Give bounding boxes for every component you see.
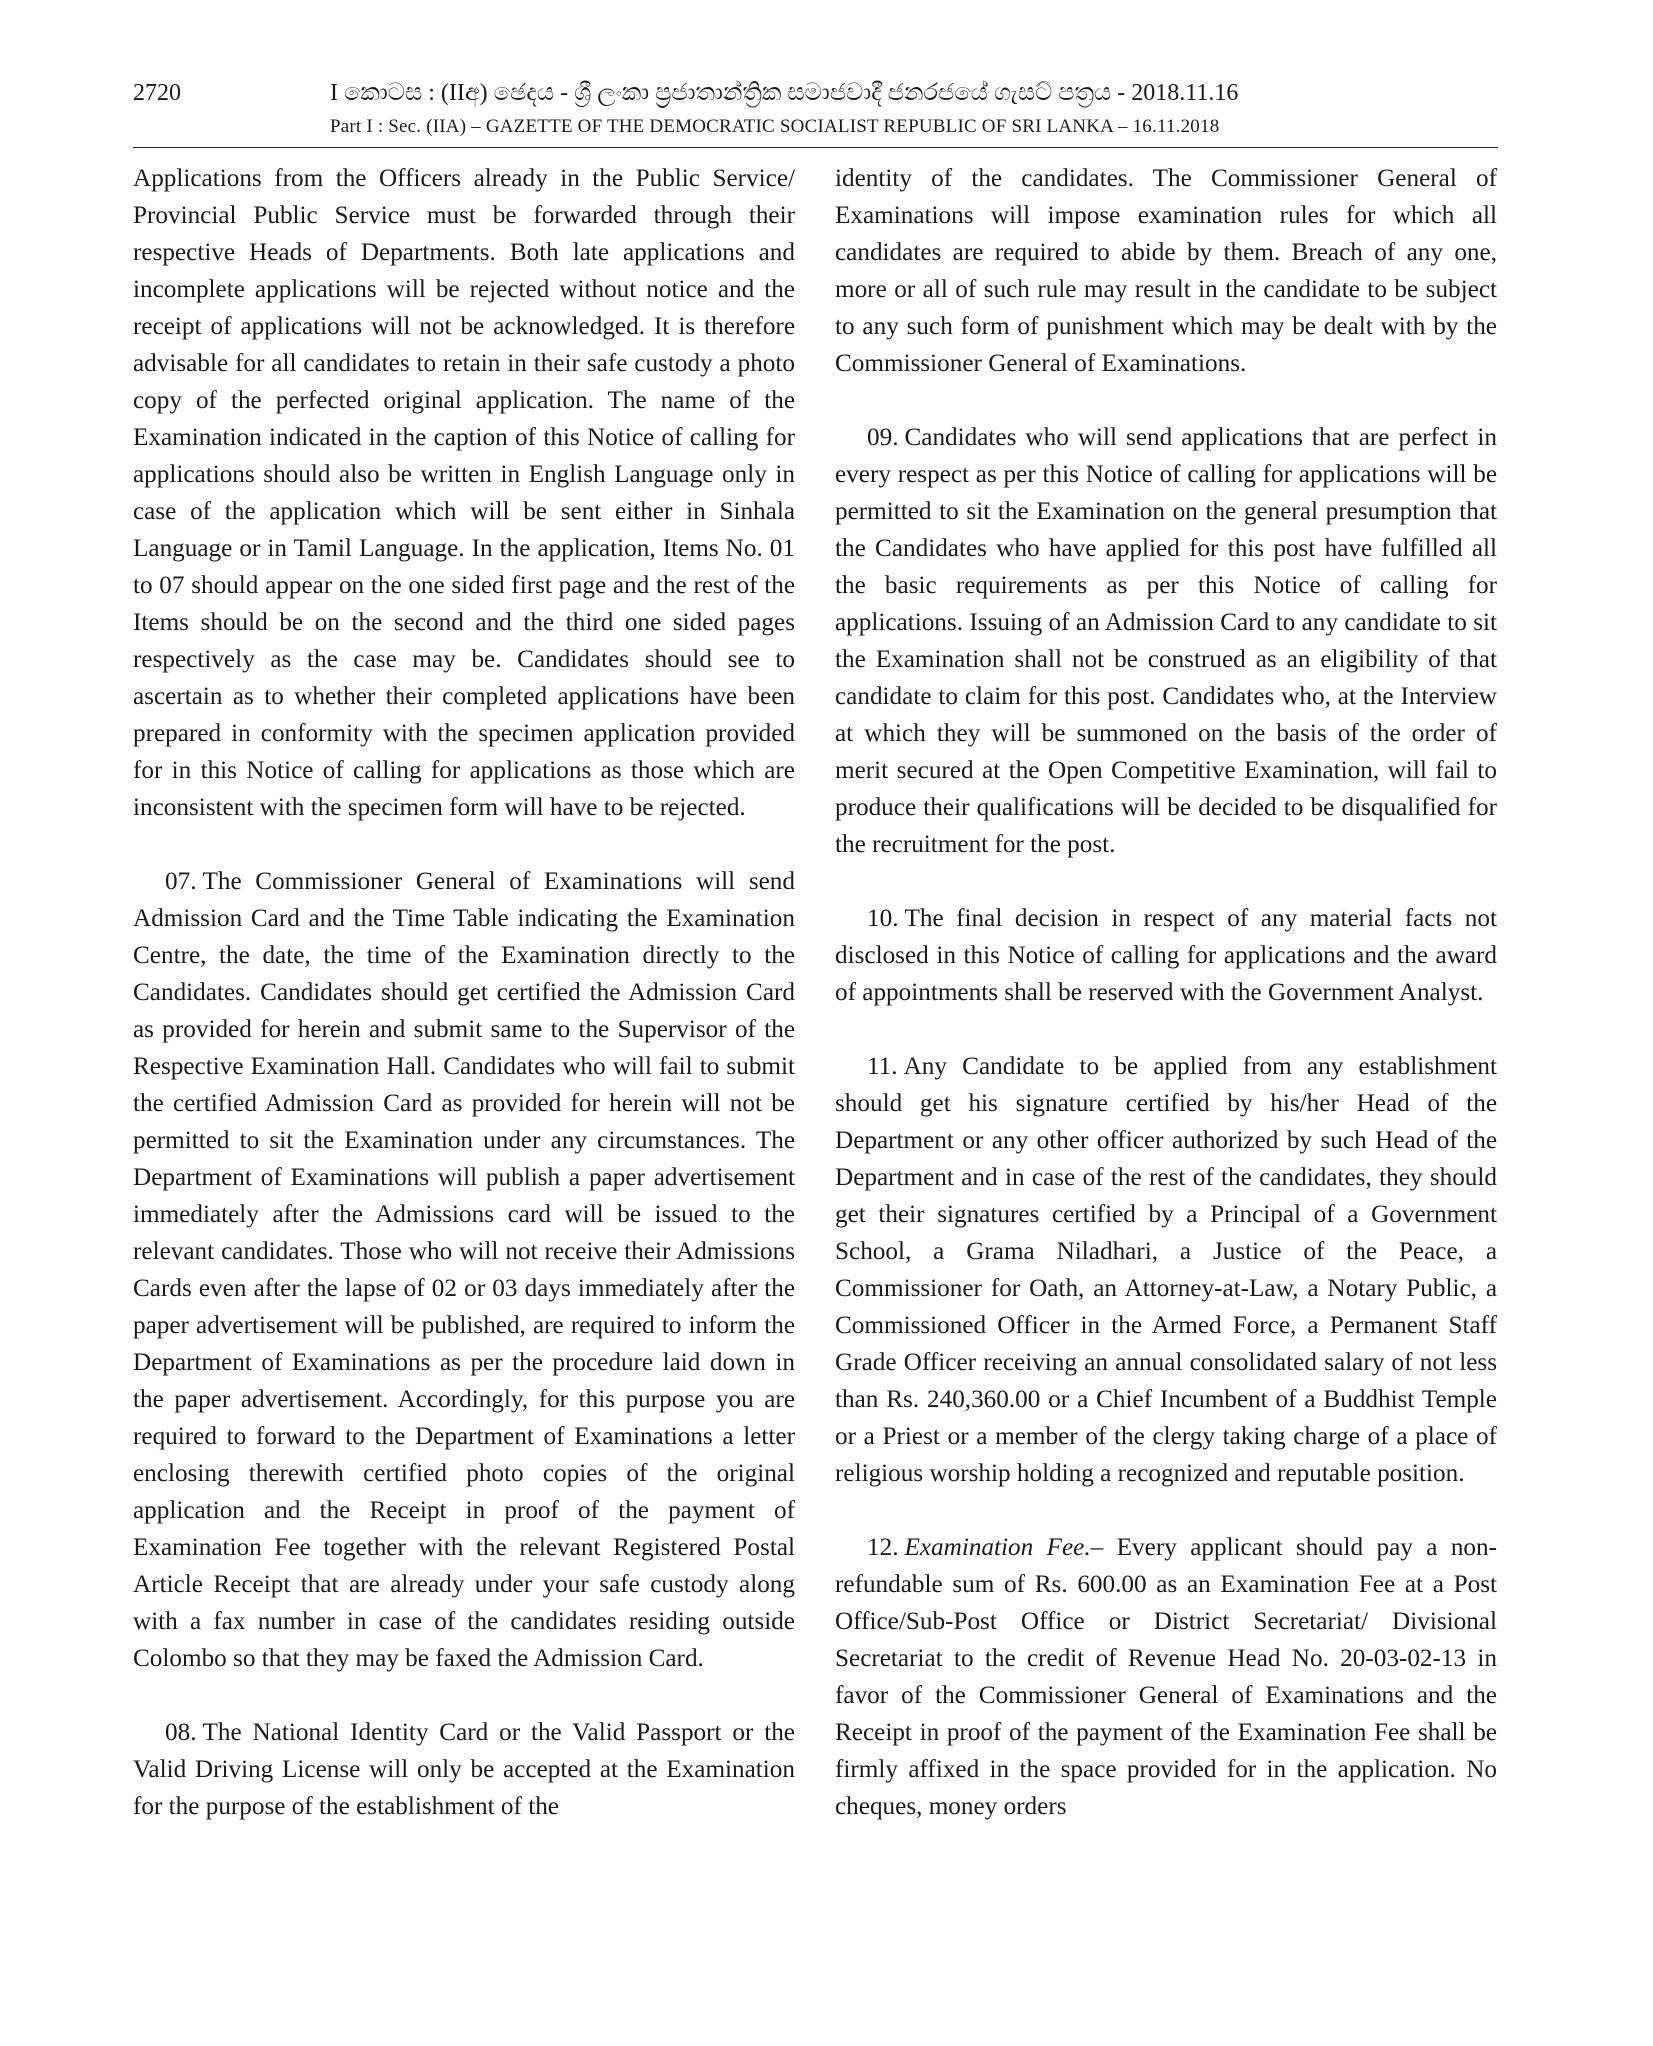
paragraph-11-number: 11. [867, 1053, 898, 1080]
paragraph-10-number: 10. [867, 905, 899, 932]
paragraph-10 [835, 900, 1497, 1011]
gazette-header-sinhala: I කොටස : (IIඅ) ඡෙදය - ශ්‍රී ලංකා ප්‍රජාතාන්ත්‍රික සමාජවාදී ජනරජයේ ගැසට් පත්‍රය - 2018.11.16 [330, 80, 1239, 106]
paragraph-08-text: The National Identity Card or the Valid Passport or the Valid Driving License will only be accepted at the Examination for the purpose of the establishment of the [133, 1719, 795, 1820]
paragraph-09-text: Candidates who will send applications that are perfect in every respect as per this Notice of calling for applications will be permitted to sit the Examination on the general presumption that the Candidates who have applied for this post have fulfilled all the basic requirements as per this Notice of calling for applications. Issuing of an Admission Card to any candidate to sit the Examination shall not be construed as an eligibility of that candidate to claim for this post. Candidates who, at the Interview at which they will be summoned on the basis of the order of merit secured at the Open Competitive Examination, will fail to produce their qualifications will be decided to be disqualified for the recruitment for the post. [835, 424, 1497, 858]
paragraph-09-number: 09. [867, 424, 899, 451]
paragraph-12-text: Every applicant should pay a non-refundable sum of Rs. 600.00 as an Examination Fee at a Post Office/Sub-Post Office or District Secretariat/ Divisional Secretariat to the credit of Revenue Head No. 20-03-02-13 in favor of the Commissioner General of Examinations and the Receipt in proof of the payment of the Examination Fee shall be firmly affixed in the space provided for in the application. No cheques, money orders [835, 1534, 1498, 1820]
paragraph-11-text: Any Candidate to be applied from any establishment should get his signature certified by his/her Head of the Department or any other officer authorized by such Head of the Department and in case of the rest of the candidates, they should get their signatures certified by a Principal of a Government School, a Grama Niladhari, a Justice of the Peace, a Commissioner for Oath, an Attorney-at-Law, a Notary Public, a Commissioned Officer in the Armed Force, a Permanent Staff Grade Officer receiving an annual consolidated salary of not less than Rs. 240,360.00 or a Chief Incumbent of a Buddhist Temple or a Priest or a member of the clergy taking charge of a place of religious worship holding a recognized and reputable position. [835, 1053, 1497, 1487]
paragraph-11 [835, 1048, 1497, 1492]
paragraph-07 [133, 863, 795, 1677]
paragraph-08 [133, 1714, 795, 1825]
right-column [835, 160, 1497, 1825]
paragraph-08-number: 08. [165, 1719, 197, 1746]
paragraph-12-number: 12. [867, 1534, 899, 1561]
page-number: 2720 [133, 80, 181, 106]
paragraph-12 [835, 1529, 1497, 1825]
paragraph-08-continued: identity of the candidates. The Commissioner General of Examinations will impose examination rules for which all candidates are required to abide by them. Breach of any one, more or all of such rule may result in the candidate to be subject to any such form of punishment which may be dealt with by the Commissioner General of Examinations. [835, 165, 1497, 377]
paragraph-07-text: The Commissioner General of Examinations will send Admission Card and the Time Table indicating the Examination Centre, the date, the time of the Examination directly to the Candidates. Candidates should get certified the Admission Card as provided for herein and submit same to the Supervisor of the Respective Examination Hall. Candidates who will fail to submit the certified Admission Card as provided for herein will not be permitted to sit the Examination under any circumstances. The Department of Examinations will publish a paper advertisement immediately after the Admissions card will be issued to the relevant candidates. Those who will not receive their Admissions Cards even after the lapse of 02 or 03 days immediately after the paper advertisement will be published, are required to inform the Department of Examinations as per the procedure laid down in the paper advertisement. Accordingly, for this purpose you are required to forward to the Department of Examinations a letter enclosing therewith certified photo copies of the original application and the Receipt in proof of the payment of Examination Fee together with the relevant Registered Postal Article Receipt that are already under your safe custody along with a fax number in case of the candidates residing outside Colombo so that they may be faxed the Admission Card. [133, 868, 795, 1672]
paragraph-continued: Applications from the Officers already in the Public Service/ Provincial Public Service must be forwarded through their respective Heads of Departments. Both late applications and incomplete applications will be rejected without notice and the receipt of applications will not be acknowledged. It is therefore advisable for all candidates to retain in their safe custody a photo copy of the perfected original application. The name of the Examination indicated in the caption of this Notice of calling for applications should also be written in English Language only in case of the application which will be sent either in Sinhala Language or in Tamil Language. In the application, Items No. 01 to 07 should appear on the one sided first page and the rest of the Items should be on the second and the third one sided pages respectively as the case may be. Candidates should see to ascertain as to whether their completed applications have been prepared in conformity with the specimen application provided for in this Notice of calling for applications as those which are inconsistent with the specimen form will have to be rejected. [133, 165, 795, 821]
paragraph-09 [835, 419, 1497, 863]
paragraph-12-heading: Examination Fee.– [904, 1534, 1104, 1561]
paragraph-07-number: 07. [165, 868, 197, 895]
paragraph-10-text: The final decision in respect of any material facts not disclosed in this Notice of calling for applications and the award of appointments shall be reserved with the Government Analyst. [835, 905, 1497, 1006]
header-divider [133, 147, 1498, 148]
gazette-header-english: Part I : Sec. (IIA) – GAZETTE OF THE DEMOCRATIC SOCIALIST REPUBLIC OF SRI LANKA – 16.11.2018 [330, 116, 1220, 137]
left-column [133, 160, 795, 1825]
